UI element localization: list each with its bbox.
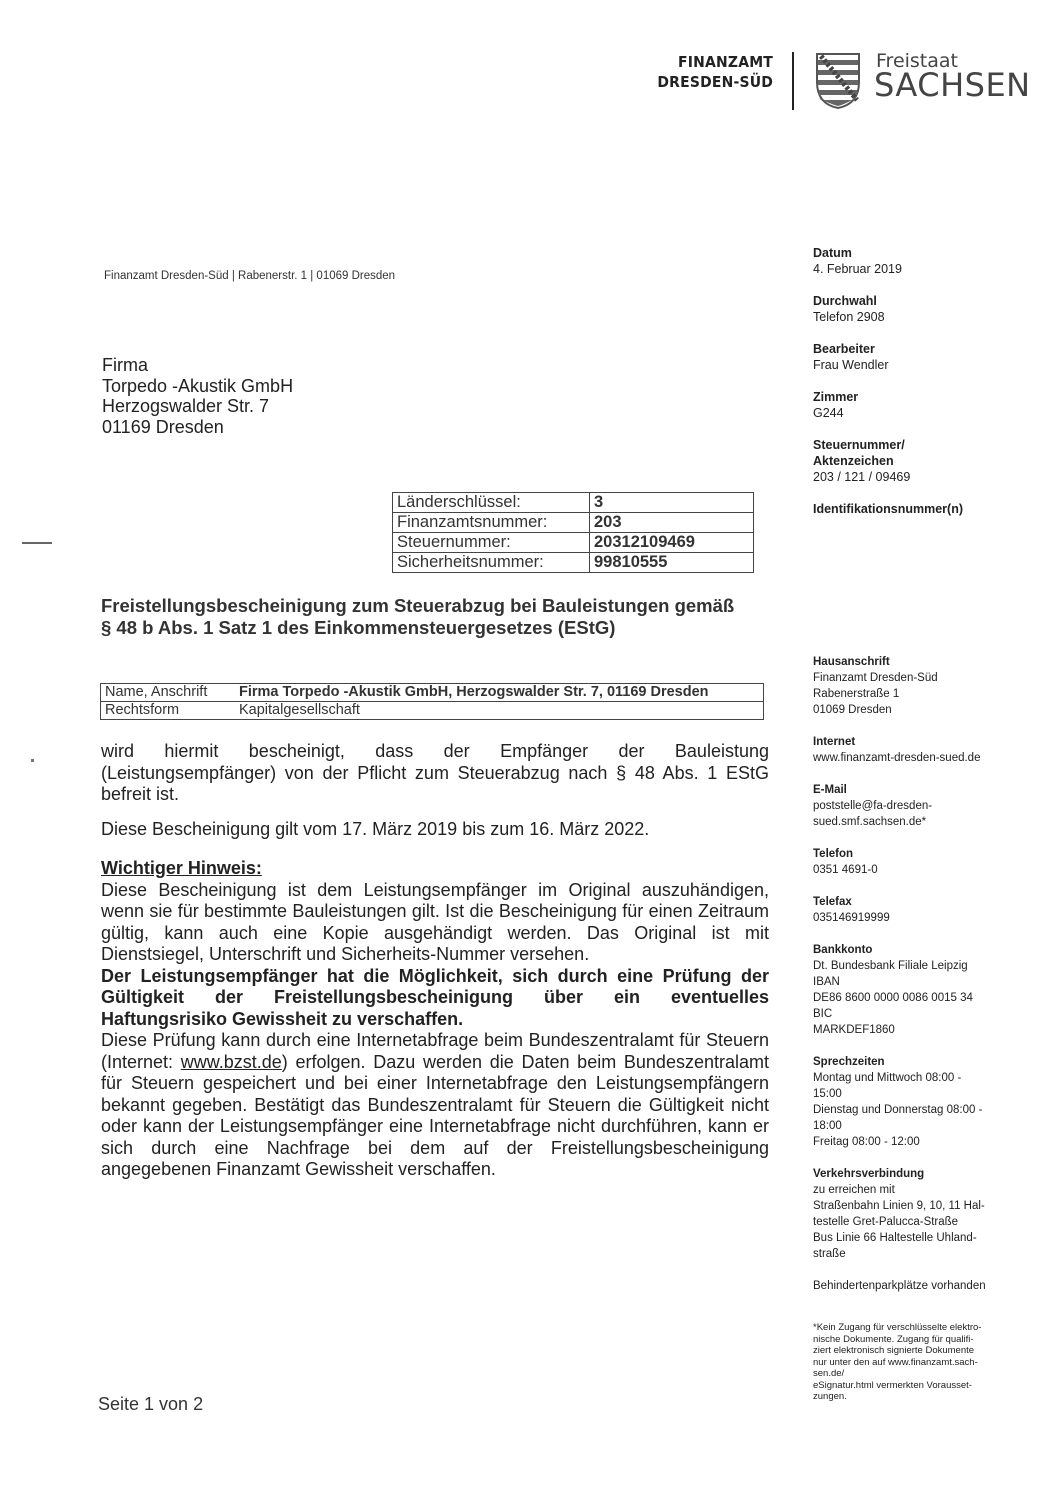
- office-hours-line: Dienstag und Donnerstag 08:00 -: [813, 1104, 983, 1116]
- street-address-line: Finanzamt Dresden-Süd: [813, 672, 938, 684]
- table-row: [101, 702, 764, 720]
- table-row: [393, 513, 754, 533]
- table-row: [393, 553, 754, 573]
- phone-block: [813, 846, 1038, 878]
- table-row: [101, 684, 764, 702]
- validity-period: Diese Bescheinigung gilt vom 17. März 2019 bis zum 16. März 2022.: [101, 819, 650, 839]
- email-block: [813, 782, 1038, 830]
- date-value: 4. Februar 2019: [813, 262, 902, 276]
- info-value: Firma Torpedo -Akustik GmbH, Herzogswalder Str. 7, 01169 Dresden: [235, 684, 764, 702]
- info-value: Kapitalgesellschaft: [235, 702, 764, 720]
- street-address-block: [813, 654, 1038, 718]
- header-divider: [792, 52, 794, 110]
- bank-block: [813, 942, 1038, 1038]
- title-line: § 48 b Abs. 1 Satz 1 des Einkommensteuergesetzes (EStG): [101, 617, 616, 638]
- fax-block: [813, 894, 1038, 926]
- ident-block: [813, 501, 1033, 517]
- recipient-line: Torpedo -Akustik GmbH: [102, 375, 294, 396]
- document-title: [101, 595, 791, 639]
- bzst-link[interactable]: www.bzst.de: [180, 1051, 282, 1072]
- footnote-line: eSignatur.html vermerkten Vorausset-: [813, 1379, 972, 1391]
- letter-metadata: [813, 245, 1033, 533]
- exemption-statement: wird hiermit bescheinigt, dass der Empfänger der Bauleistung (Leistungsempfänger) von der Pflicht zum Steuerabzug nach § 48 Abs. 1 EStG befreit ist.: [101, 741, 769, 804]
- tax-number-block: [813, 437, 1033, 485]
- fax-value: 035146919999: [813, 912, 890, 924]
- extension-value: Telefon 2908: [813, 310, 885, 324]
- bank-label: Bankkonto: [813, 944, 873, 956]
- website-link[interactable]: www.finanzamt-dresden-sued.de: [813, 752, 981, 764]
- office-hours-block: [813, 1054, 1038, 1150]
- key-label: Sicherheitsnummer:: [393, 553, 590, 573]
- clerk-block: [813, 341, 1033, 373]
- tax-number-label: Steuernummer/: [813, 438, 905, 452]
- verification-text-before: Diese Prüfung kann durch eine Internetabfrage beim Bundeszentralamt für Steuern (Internet:: [101, 1030, 769, 1072]
- recipient-line: 01169 Dresden: [102, 416, 224, 437]
- room-value: G244: [813, 406, 844, 420]
- ident-number-label: Identifikationsnummer(n): [813, 502, 964, 516]
- state-name-small: Freistaat: [876, 50, 958, 72]
- footnote-line: nur unter den auf www.finanzamt.sach-: [813, 1356, 978, 1368]
- key-label: Steuernummer:: [393, 533, 590, 553]
- key-label: Länderschlüssel:: [393, 493, 590, 513]
- email-line: poststelle@fa-dresden-: [813, 800, 933, 812]
- office-contact-info: [813, 654, 1038, 1310]
- tax-office-name: [640, 52, 773, 92]
- tax-office-line1: FINANZAMT: [678, 53, 773, 71]
- key-value: 3: [590, 493, 754, 513]
- recipient-info-table: [100, 683, 764, 720]
- footnote-line: sen.de/: [813, 1368, 845, 1379]
- transport-block: [813, 1166, 1038, 1262]
- bank-line: Dt. Bundesbank Filiale Leipzig: [813, 960, 968, 972]
- transport-line: Straßenbahn Linien 9, 10, 11 Hal-: [813, 1200, 985, 1212]
- clerk-value: Frau Wendler: [813, 358, 889, 372]
- tax-key-table: [392, 492, 754, 573]
- table-row: [393, 533, 754, 553]
- footnote-line: ziert elektronisch signierte Dokumente: [813, 1345, 975, 1356]
- verification-text-after: ) erfolgen. Dazu werden die Daten beim Bundeszentralamt für Steuern gespeichert und bei einer Internetabfrage den Leistungsempfängern bekannt gegeben. Bestätigt das Bundeszentralamt für Steuern die Gültigkeit nicht oder kann der Leistungsempfänger eine Internetabfrage nicht durchführen, kann er sich durch eine Nachfrage bei dem auf der Freistellungsbescheinigung angegebenen Finanzamt Gewissheit verschaffen.: [101, 1051, 769, 1179]
- date-label: Datum: [813, 246, 852, 260]
- file-reference-label: Aktenzeichen: [813, 454, 894, 468]
- street-address-line: 01069 Dresden: [813, 704, 892, 716]
- saxony-coat-of-arms-icon: [815, 52, 861, 110]
- recipient-line: Firma: [102, 355, 148, 375]
- info-label: Name, Anschrift: [101, 684, 236, 702]
- phone-value: 0351 4691-0: [813, 864, 878, 876]
- email-label: E-Mail: [813, 784, 847, 796]
- transport-label: Verkehrsverbindung: [813, 1168, 925, 1180]
- room-label: Zimmer: [813, 390, 859, 404]
- transport-line: testelle Gret-Palucca-Straße: [813, 1216, 959, 1228]
- tax-office-line2: DRESDEN-SÜD: [657, 73, 773, 91]
- parking-note: Behindertenparkplätze vorhanden: [813, 1280, 986, 1292]
- transport-line: zu erreichen mit: [813, 1184, 895, 1196]
- footnote-line: nische Dokumente. Zugang für qualifi-: [813, 1333, 974, 1345]
- office-hours-label: Sprechzeiten: [813, 1056, 885, 1068]
- footnote-line: zungen.: [813, 1391, 847, 1402]
- punch-mark: [31, 759, 34, 762]
- info-label: Rechtsform: [101, 702, 236, 720]
- notice-heading: Wichtiger Hinweis:: [101, 858, 262, 878]
- key-value: 99810555: [590, 553, 754, 573]
- office-hours-line: 18:00: [813, 1120, 842, 1132]
- date-block: [813, 245, 1033, 277]
- transport-line: Bus Linie 66 Haltestelle Uhland-: [813, 1232, 977, 1244]
- office-hours-line: Freitag 08:00 - 12:00: [813, 1136, 920, 1148]
- street-address-line: Rabenerstraße 1: [813, 688, 900, 700]
- bank-line: BIC: [813, 1008, 833, 1020]
- recipient-line: Herzogswalder Str. 7: [102, 396, 270, 416]
- internet-block: [813, 734, 1038, 766]
- bank-line: MARKDEF1860: [813, 1024, 895, 1036]
- notice-text: Diese Bescheinigung ist dem Leistungsempfänger im Original auszuhändigen, wenn sie für bestimmte Bauleistungen gilt. Ist die Bescheinigung für einen Zeitraum gültig, kann auch eine Kopie ausgehändigt werden. Das Original ist mit Dienstsiegel, Unterschrift und Sicherheits-Nummer versehen.: [101, 879, 769, 964]
- internet-label: Internet: [813, 736, 856, 748]
- notice-bold-text: Der Leistungsempfänger hat die Möglichkeit, sich durch eine Prüfung der Gültigkeit der Freistellungsbescheinigung über ein eventuelles Haftungsrisiko Gewissheit zu verschaffen.: [101, 965, 769, 1029]
- title-line: Freistellungsbescheinigung zum Steuerabzug bei Bauleistungen gemäß: [101, 595, 735, 616]
- bank-line: IBAN: [813, 976, 840, 988]
- extension-block: [813, 293, 1033, 325]
- key-value: 20312109469: [590, 533, 754, 553]
- extension-label: Durchwahl: [813, 294, 877, 308]
- transport-line: straße: [813, 1248, 846, 1260]
- office-hours-line: 15:00: [813, 1088, 842, 1100]
- sender-address-line: Finanzamt Dresden-Süd | Rabenerstr. 1 | 01069 Dresden: [104, 270, 396, 282]
- key-label: Finanzamtsnummer:: [393, 513, 590, 533]
- phone-label: Telefon: [813, 848, 854, 860]
- room-block: [813, 389, 1033, 421]
- recipient-address: [102, 355, 293, 437]
- state-name-large: SACHSEN: [874, 66, 1031, 104]
- email-link[interactable]: [813, 798, 1038, 830]
- street-address-label: Hausanschrift: [813, 656, 890, 668]
- clerk-label: Bearbeiter: [813, 342, 875, 356]
- page-number: Seite 1 von 2: [98, 1394, 204, 1414]
- email-line: sued.smf.sachsen.de*: [813, 816, 927, 828]
- fax-label: Telefax: [813, 896, 852, 908]
- verification-text: [101, 1030, 769, 1181]
- email-footnote: [813, 1322, 1013, 1403]
- fold-mark: [22, 542, 52, 544]
- tax-number-value: 203 / 121 / 09469: [813, 470, 911, 484]
- bank-line: DE86 8600 0000 0086 0015 34: [813, 992, 973, 1004]
- important-notice: [101, 858, 769, 1181]
- office-hours-line: Montag und Mittwoch 08:00 -: [813, 1072, 962, 1084]
- table-row: [393, 493, 754, 513]
- key-value: 203: [590, 513, 754, 533]
- footnote-line: *Kein Zugang für verschlüsselte elektro-: [813, 1322, 982, 1333]
